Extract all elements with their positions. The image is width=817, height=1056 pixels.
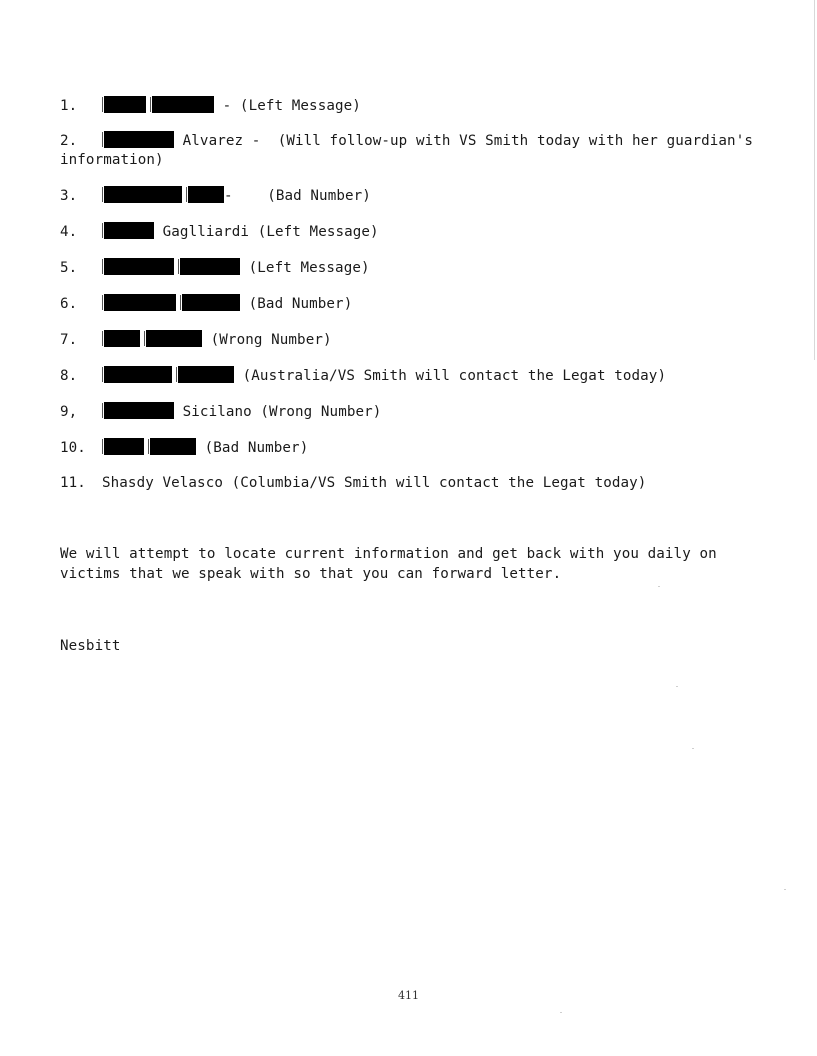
redaction-block — [104, 186, 182, 203]
item-number: 10. — [60, 440, 86, 456]
list-item — [60, 474, 646, 493]
redaction-block — [104, 96, 146, 113]
item-text: Sicilano (Wrong Number) — [174, 404, 382, 420]
redaction-edge — [102, 259, 103, 274]
redaction-edge — [102, 439, 103, 454]
redaction-block — [180, 258, 240, 275]
redaction-edge — [144, 331, 145, 346]
item-number: 5. — [60, 260, 78, 276]
redaction-block — [104, 131, 174, 148]
item-number: 9, — [60, 404, 78, 420]
redaction-block — [104, 366, 172, 383]
list-item — [60, 96, 361, 116]
item-number: 4. — [60, 224, 78, 240]
item-text: (Left Message) — [240, 260, 370, 276]
item-number: 1. — [60, 98, 78, 114]
list-item-continuation: information) — [60, 152, 164, 168]
redaction-edge — [102, 295, 103, 310]
redaction-block — [152, 96, 214, 113]
list-item — [60, 330, 332, 350]
redaction-block — [104, 330, 140, 347]
scan-speck — [676, 686, 678, 687]
item-number: 8. — [60, 368, 78, 384]
redaction-block — [104, 294, 176, 311]
redaction-block — [104, 402, 174, 419]
item-text: - (Left Message) — [214, 98, 361, 114]
scan-speck — [692, 748, 694, 749]
scan-speck — [784, 889, 786, 890]
item-text: Gaglliardi (Left Message) — [154, 224, 379, 240]
redaction-block — [188, 186, 224, 203]
list-item — [60, 131, 753, 151]
redaction-edge — [178, 259, 179, 274]
scan-speck — [560, 1012, 562, 1013]
redaction-edge — [102, 331, 103, 346]
redaction-edge — [150, 97, 151, 112]
redaction-edge — [102, 187, 103, 202]
redaction-edge — [176, 367, 177, 382]
redaction-edge — [102, 223, 103, 238]
list-item — [60, 402, 381, 422]
list-item — [60, 438, 308, 458]
item-text: (Bad Number) — [196, 440, 309, 456]
page-number: 411 — [398, 989, 419, 1002]
signature: Nesbitt — [60, 638, 121, 654]
redaction-edge — [102, 403, 103, 418]
list-item — [60, 366, 666, 386]
closing-line-1: We will attempt to locate current information and get back with you daily on — [60, 546, 717, 562]
redaction-edge — [102, 97, 103, 112]
redaction-block — [104, 222, 154, 239]
list-item — [60, 186, 371, 206]
list-item — [60, 222, 379, 242]
scan-edge — [814, 0, 815, 360]
redaction-block — [150, 438, 196, 455]
item-text: (Bad Number) — [240, 296, 353, 312]
redaction-edge — [148, 439, 149, 454]
item-text: Shasdy Velasco (Columbia/VS Smith will contact the Legat today) — [102, 475, 647, 491]
redaction-block — [146, 330, 202, 347]
scan-speck — [658, 586, 660, 587]
redaction-block — [178, 366, 234, 383]
item-number: 6. — [60, 296, 78, 312]
item-text: - (Bad Number) — [224, 188, 371, 204]
item-number: 2. — [60, 133, 78, 149]
redaction-block — [104, 438, 144, 455]
redaction-edge — [102, 367, 103, 382]
redaction-edge — [102, 132, 103, 147]
item-text: Alvarez - (Will follow-up with VS Smith today with her guardian's — [174, 133, 753, 149]
item-number: 11. — [60, 475, 86, 491]
item-text: (Wrong Number) — [202, 332, 332, 348]
item-number: 7. — [60, 332, 78, 348]
redaction-edge — [180, 295, 181, 310]
redaction-block — [104, 258, 174, 275]
redaction-edge — [186, 187, 187, 202]
list-item — [60, 294, 352, 314]
redaction-block — [182, 294, 240, 311]
list-item — [60, 258, 370, 278]
item-text: (Australia/VS Smith will contact the Legat today) — [234, 368, 667, 384]
closing-line-2: victims that we speak with so that you can forward letter. — [60, 566, 562, 582]
item-number: 3. — [60, 188, 78, 204]
